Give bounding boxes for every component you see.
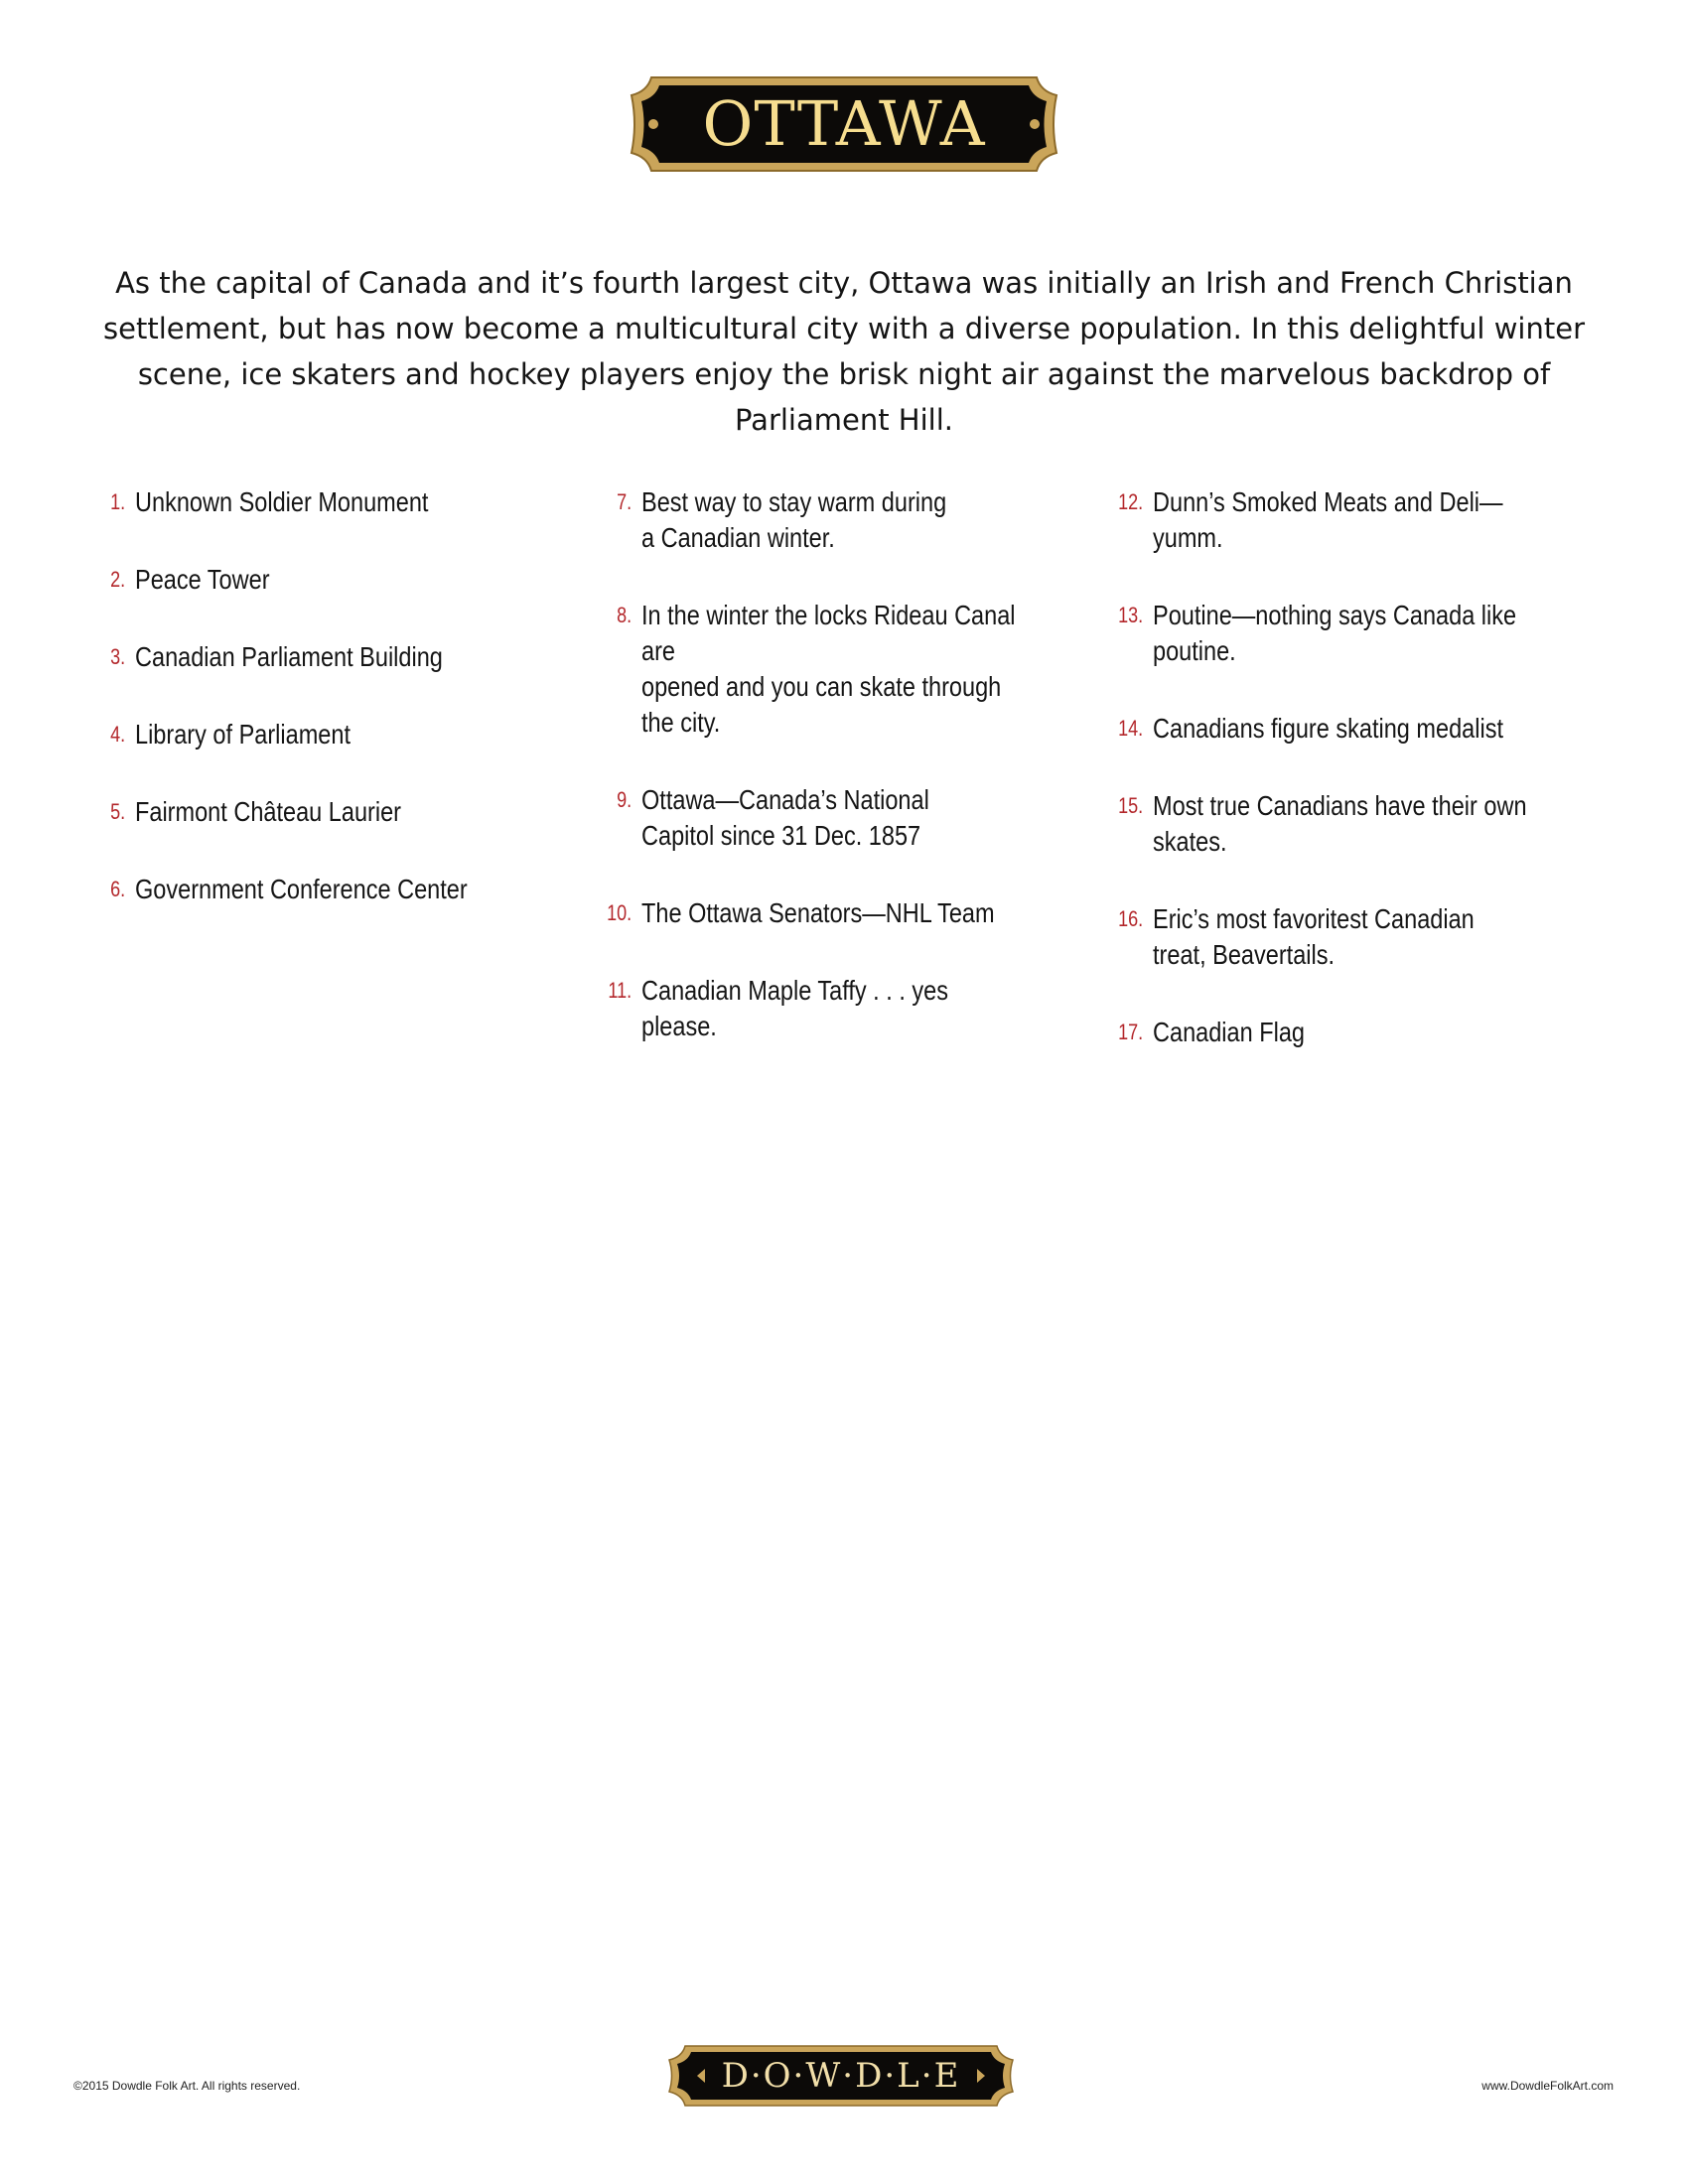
legend-text: Ottawa—Canada’s National Capitol since 31 Dec. 1857 bbox=[641, 784, 929, 851]
legend-item bbox=[89, 872, 586, 907]
legend-text: Canadian Flag bbox=[1153, 1017, 1305, 1047]
legend-item bbox=[89, 639, 586, 675]
legend-number: 5. bbox=[110, 799, 126, 824]
legend-text: Poutine—nothing says Canada like poutine. bbox=[1153, 600, 1517, 666]
legend-text: Canadian Maple Taffy . . . yes please. bbox=[641, 975, 948, 1041]
dowdle-logo bbox=[663, 2043, 1019, 2109]
website-url: www.DowdleFolkArt.com bbox=[1481, 2079, 1614, 2093]
legend-item bbox=[596, 484, 1092, 556]
legend-text: The Ottawa Senators—NHL Team bbox=[641, 897, 995, 928]
legend-text: Most true Canadians have their own skates. bbox=[1153, 790, 1527, 857]
legend-item bbox=[89, 562, 586, 598]
legend-item bbox=[1107, 901, 1643, 973]
legend-number: 6. bbox=[110, 877, 126, 901]
legend-number: 14. bbox=[1118, 716, 1144, 741]
legend-number: 3. bbox=[110, 644, 126, 669]
legend-number: 9. bbox=[617, 787, 633, 812]
title-plaque bbox=[624, 73, 1064, 175]
logo-text: D·O·W·D·L·E bbox=[721, 2056, 961, 2096]
legend-number: 10. bbox=[607, 900, 633, 925]
legend-number: 17. bbox=[1118, 1020, 1144, 1044]
legend-text: Library of Parliament bbox=[135, 719, 352, 750]
legend-item bbox=[1107, 598, 1643, 669]
legend-column-2 bbox=[596, 484, 1092, 1086]
legend-item bbox=[89, 794, 586, 830]
legend-column-1 bbox=[89, 484, 586, 949]
legend-text: Eric’s most favoritest Canadian treat, Beavertails. bbox=[1153, 903, 1475, 970]
legend-item bbox=[596, 973, 1092, 1044]
legend-item bbox=[596, 895, 1092, 931]
legend-number: 13. bbox=[1118, 603, 1144, 627]
legend-text: Canadian Parliament Building bbox=[135, 641, 443, 672]
legend-text: Dunn’s Smoked Meats and Deli—yumm. bbox=[1153, 486, 1503, 553]
legend-item bbox=[1107, 1015, 1643, 1050]
legend-column-3 bbox=[1107, 484, 1643, 1092]
legend-item bbox=[1107, 711, 1643, 747]
legend-number: 7. bbox=[617, 489, 633, 514]
legend-item bbox=[596, 598, 1092, 741]
legend-text: Unknown Soldier Monument bbox=[135, 486, 429, 517]
intro-paragraph: As the capital of Canada and it’s fourth largest city, Ottawa was initially an Irish and French Christian settlement, but has now become a multicultural city with a diverse population. In this delightful winter scene, ice skaters and hockey players enjoy the brisk night air against the marvelous backdrop of Parliament Hill. bbox=[103, 266, 1585, 437]
legend-number: 4. bbox=[110, 722, 126, 747]
legend-number: 1. bbox=[110, 489, 126, 514]
legend-text: Fairmont Château Laurier bbox=[135, 796, 401, 827]
legend-item bbox=[89, 717, 586, 752]
legend-number: 12. bbox=[1118, 489, 1144, 514]
legend-number: 11. bbox=[608, 978, 633, 1003]
legend-number: 15. bbox=[1118, 793, 1144, 818]
legend-number: 8. bbox=[617, 603, 633, 627]
legend-text: Best way to stay warm during a Canadian winter. bbox=[641, 486, 947, 553]
legend-text: Peace Tower bbox=[135, 564, 270, 595]
legend-item bbox=[1107, 788, 1643, 860]
legend-item bbox=[1107, 484, 1643, 556]
copyright-notice: ©2015 Dowdle Folk Art. All rights reserved. bbox=[73, 2079, 301, 2093]
legend-text: In the winter the locks Rideau Canal are opened and you can skate through the city. bbox=[641, 600, 1016, 738]
legend-number: 2. bbox=[110, 567, 126, 592]
legend-item bbox=[596, 782, 1092, 854]
legend-text: Government Conference Center bbox=[135, 874, 468, 904]
legend-number: 16. bbox=[1118, 906, 1144, 931]
page-title: OTTAWA bbox=[702, 87, 986, 160]
legend-text: Canadians figure skating medalist bbox=[1153, 713, 1503, 744]
legend-item bbox=[89, 484, 586, 520]
